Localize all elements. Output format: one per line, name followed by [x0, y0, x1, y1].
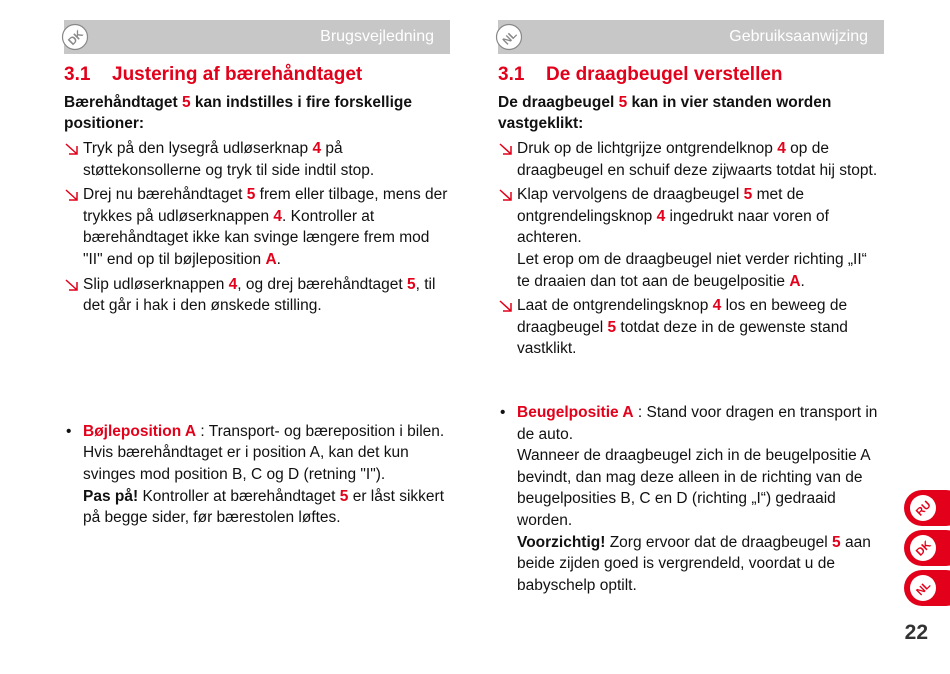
page-number: 22 [904, 621, 928, 644]
reference-number: 5 [607, 318, 617, 336]
reference-number: 5 [246, 186, 256, 204]
text-run: Slip udløserknappen [83, 275, 229, 293]
bullet-icon: • [66, 422, 72, 440]
intro-text [498, 92, 884, 134]
intro-text [64, 92, 450, 134]
svg-text:DK: DK [66, 28, 86, 48]
step-text [517, 297, 848, 357]
reference-number: 5 [407, 275, 416, 293]
instruction-step [64, 184, 450, 270]
instruction-step [498, 138, 884, 181]
svg-text:NL: NL [914, 579, 934, 599]
section-heading [64, 64, 450, 86]
section-title: De draagbeugel verstellen [546, 64, 783, 85]
text-run: Drej nu bærehåndtaget [83, 186, 247, 204]
warning-text-post: er låst sikkert på begge sider, før bærestolen løftes. [83, 487, 445, 527]
position-label: Beugelpositie A [517, 403, 634, 421]
warning-ref: 5 [339, 487, 349, 505]
text-run: op de draagbeugel en schuif deze zijwaarts totdat hij stopt. [517, 140, 878, 179]
position-note [498, 402, 884, 596]
reference-number: 4 [656, 207, 666, 225]
text-run: met de ontgrendelingsknop [517, 186, 804, 225]
text-run: Laat de ontgrendelingsknop [517, 297, 713, 315]
warning-ref: 5 [832, 533, 841, 551]
position-label: Bøjleposition A [83, 422, 197, 440]
text-run: totdat deze in de gewenste stand vastklikt. [517, 318, 848, 358]
page-header-dk [64, 20, 450, 54]
text-run: Klap vervolgens de draagbeugel [517, 186, 744, 204]
intro-pre: Bærehåndtaget [64, 94, 182, 111]
text-run: . Kontroller at bærehåndtaget ikke kan svinge længere frem mod "II" end op til bøjleposition [83, 207, 430, 268]
position-detail: Wanneer de draagbeugel zich in de beugelpositie A bevindt, dan mag deze alleen in de richting van de beugelposities B, C en D (richting „I“) gedraaid worden. [517, 447, 870, 529]
text-run: los en beweeg de draagbeugel [517, 297, 848, 336]
intro-ref: 5 [182, 94, 191, 111]
instruction-step [64, 274, 450, 317]
position-note [64, 421, 450, 529]
instruction-step [498, 295, 884, 360]
section-number: 3.1 [64, 64, 91, 85]
section-number: 3.1 [498, 64, 525, 85]
warning-text-pre: Kontroller at bærehåndtaget [138, 487, 340, 505]
column-dutch [498, 20, 884, 596]
warning-text-post: aan beide zijden goed is vergrendeld, voordat u de babyschelp optilt. [517, 533, 871, 594]
reference-number: 4 [273, 207, 283, 225]
arrow-down-right-icon [498, 298, 514, 314]
instruction-step [64, 138, 450, 181]
side-tab-ru-icon[interactable] [904, 490, 950, 526]
step-text [83, 276, 435, 315]
text-run: . [276, 250, 281, 268]
svg-text:RU: RU [913, 498, 934, 519]
arrow-down-right-icon [64, 141, 80, 157]
arrow-down-right-icon [64, 187, 80, 203]
arrow-down-right-icon [498, 141, 514, 157]
text-run: på støttekonsollerne og tryk til side indtil stop. [83, 140, 375, 179]
reference-number: 4 [777, 140, 786, 157]
text-run: Druk op de lichtgrijze ontgrendelknop [517, 140, 778, 157]
reference-number: 4 [312, 140, 322, 157]
header-title: Brugsvejledning [320, 28, 434, 45]
text-run: , til det går i hak i den ønskede stilling. [83, 275, 436, 315]
text-run: Let erop om de draagbeugel niet verder richting „II“ te draaien dan tot aan de beugelpositie [517, 250, 867, 290]
bullet-icon: • [500, 403, 506, 421]
reference-number: 5 [743, 186, 753, 204]
section-title: Justering af bærehåndtaget [112, 64, 363, 85]
instruction-step [498, 184, 884, 292]
step-list [498, 138, 884, 360]
position-desc: : Transport- og bæreposition i bilen. [196, 422, 445, 440]
step-text [83, 140, 374, 179]
header-title: Gebruiksaanwijzing [729, 28, 868, 45]
intro-pre: De draagbeugel [498, 94, 619, 111]
step-text [517, 186, 867, 289]
intro-post: kan in vier standen worden vastgeklikt: [498, 94, 832, 132]
position-desc: : Stand voor dragen en transport in de auto. [517, 403, 878, 443]
language-tab-dk-icon [60, 22, 90, 52]
intro-ref: 5 [618, 94, 628, 111]
step-text [83, 186, 447, 268]
step-text [517, 140, 877, 179]
reference-number: A [265, 250, 277, 268]
reference-number: A [789, 272, 801, 290]
warning-label: Pas på! [83, 487, 139, 505]
svg-text:DK: DK [913, 538, 934, 559]
text-run: . [800, 272, 805, 290]
svg-text:NL: NL [500, 28, 520, 48]
intro-post: kan indstilles i fire forskellige positioner: [64, 94, 413, 132]
arrow-down-right-icon [498, 187, 514, 203]
side-tab-nl-icon[interactable] [904, 570, 950, 606]
text-run: Tryk på den lysegrå udløserknap [83, 140, 313, 157]
text-run: frem eller tilbage, mens der trykkes på udløserknappen [83, 186, 448, 225]
warning-text-pre: Zorg ervoor dat de draagbeugel [605, 533, 833, 551]
language-tab-nl-icon [494, 22, 524, 52]
side-tab-dk-icon[interactable] [904, 530, 950, 566]
page-header-nl [498, 20, 884, 54]
step-list [64, 138, 450, 317]
text-run: , og drej bærehåndtaget [237, 275, 408, 293]
text-run: ingedrukt naar voren of achteren. [517, 207, 829, 247]
section-heading [498, 64, 884, 86]
reference-number: 4 [712, 297, 722, 315]
arrow-down-right-icon [64, 277, 80, 293]
column-danish [64, 20, 450, 529]
reference-number: 4 [228, 275, 238, 293]
warning-label: Voorzichtig! [517, 533, 606, 551]
position-detail: Hvis bærehåndtaget er i position A, kan det kun svinges mod position B, C og D (retning "I"). [83, 444, 409, 483]
